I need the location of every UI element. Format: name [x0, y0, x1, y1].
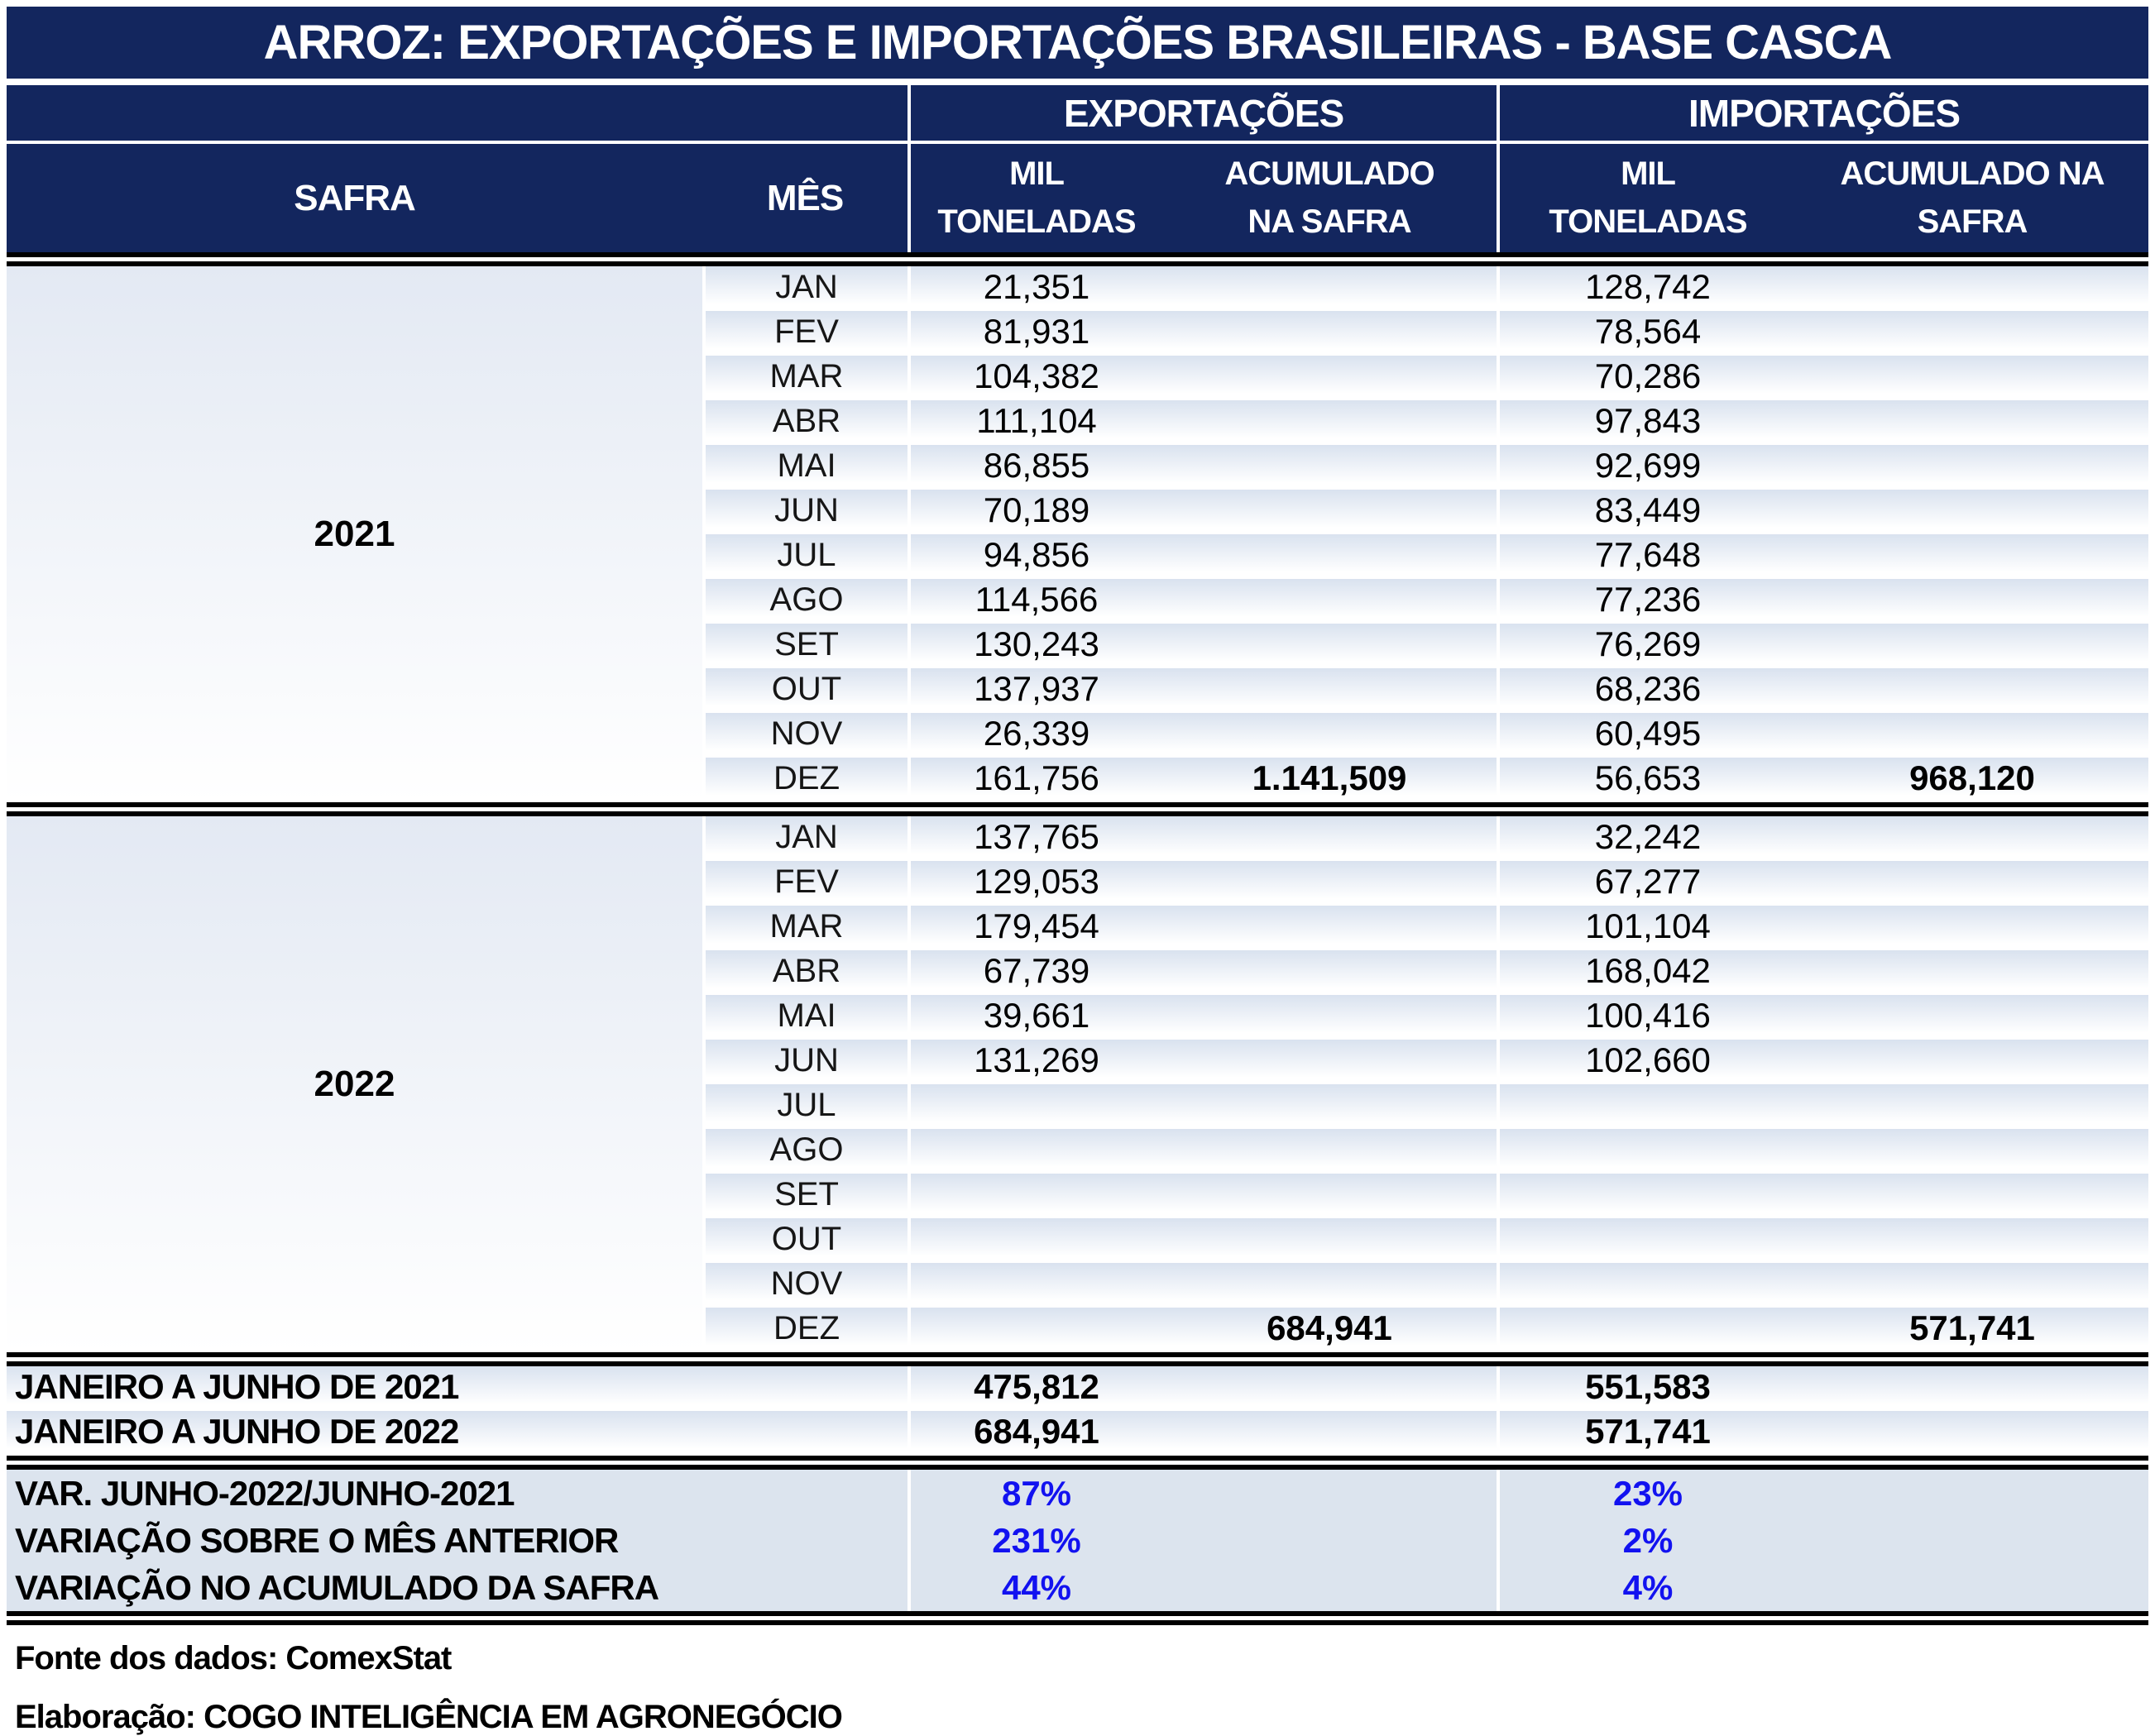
import-mil-cell: 76,269	[1594, 624, 1702, 663]
export-group	[911, 1517, 1497, 1564]
export-group	[911, 534, 1497, 576]
import-group	[1500, 713, 2148, 754]
import-acum-cell	[1796, 713, 2148, 754]
import-mil-cell	[1500, 1174, 1796, 1215]
import-acum-cell	[1796, 356, 2148, 397]
export-group	[911, 758, 1497, 799]
import-acum-cell	[1796, 445, 2148, 486]
import-group	[1500, 995, 2148, 1036]
import-group	[1500, 1218, 2148, 1260]
variation-import-percent: 2%	[1622, 1520, 1674, 1560]
export-group	[911, 995, 1497, 1036]
export-acum-cell	[1162, 950, 1497, 992]
export-mil-cell: 39,661	[983, 996, 1090, 1035]
summary-export-acum	[1162, 1411, 1497, 1452]
data-row	[706, 490, 2148, 534]
export-group	[911, 356, 1497, 397]
import-acum-cell	[1796, 1218, 2148, 1260]
export-group	[911, 1040, 1497, 1081]
import-group	[1500, 1084, 2148, 1126]
column-header-import-acumulado	[1796, 144, 2148, 252]
export-mil-cell: 86,855	[983, 446, 1090, 485]
export-acum-cell	[1162, 266, 1497, 308]
export-acum-cell	[1162, 906, 1497, 947]
export-mil-cell: 104,382	[974, 356, 1099, 395]
header-line: NA SAFRA	[1248, 203, 1411, 241]
month-cell: MAI	[706, 995, 907, 1036]
import-acum-cell	[1796, 579, 2148, 620]
summary-import-acum	[1796, 1366, 2148, 1408]
export-acum-cell	[1162, 400, 1497, 442]
export-mil-cell	[911, 1129, 1162, 1170]
export-group	[911, 668, 1497, 710]
data-row	[706, 1308, 2148, 1352]
export-mil-cell: 137,937	[974, 669, 1099, 708]
footer-source: Fonte dos dados: ComexStat	[15, 1640, 452, 1676]
export-acum-cell	[1162, 816, 1497, 858]
report-table	[7, 7, 2148, 1736]
export-acum-cell	[1162, 668, 1497, 710]
header-empty-cell	[7, 85, 907, 141]
export-group	[911, 579, 1497, 620]
variation-export-empty	[1162, 1564, 1497, 1611]
import-mil-cell	[1500, 1129, 1796, 1170]
import-mil-cell: 32,242	[1594, 817, 1702, 856]
month-cell: SET	[706, 1174, 907, 1215]
data-row	[706, 624, 2148, 668]
import-mil-cell: 100,416	[1585, 996, 1711, 1035]
export-mil-cell: 137,765	[974, 817, 1099, 856]
export-group	[911, 266, 1497, 308]
import-mil-cell: 101,104	[1585, 906, 1711, 945]
export-mil-cell: 111,104	[976, 401, 1097, 440]
export-group	[911, 490, 1497, 531]
export-group	[911, 950, 1497, 992]
column-header-mes: MÊS	[766, 177, 844, 218]
export-group	[911, 1084, 1497, 1126]
import-mil-cell: 168,042	[1585, 951, 1711, 990]
export-group	[911, 1263, 1497, 1304]
import-group	[1500, 445, 2148, 486]
export-mil-cell	[911, 1174, 1162, 1215]
variation-row	[7, 1517, 2148, 1564]
export-group	[911, 1470, 1497, 1517]
data-row	[706, 311, 2148, 356]
divider	[7, 1456, 2148, 1470]
rows-2022	[706, 816, 2148, 1352]
import-group	[1500, 668, 2148, 710]
variation-import-empty	[1796, 1564, 2148, 1611]
import-group	[1500, 400, 2148, 442]
month-cell: ABR	[706, 950, 907, 992]
import-mil-cell: 77,648	[1594, 535, 1702, 574]
export-mil-cell: 130,243	[974, 624, 1099, 663]
export-group	[911, 400, 1497, 442]
import-mil-cell: 92,699	[1594, 446, 1702, 485]
rows-2021	[706, 266, 2148, 802]
variation-import-empty	[1796, 1517, 2148, 1564]
month-cell: OUT	[706, 1218, 907, 1260]
header-export-columns	[911, 144, 1497, 252]
import-mil-cell: 56,653	[1594, 758, 1702, 797]
month-cell: DEZ	[706, 1308, 907, 1349]
column-header-export-mil-toneladas	[911, 144, 1162, 252]
import-group	[1500, 356, 2148, 397]
summary-label: JANEIRO A JUNHO DE 2021	[7, 1366, 907, 1408]
month-cell: MAI	[706, 445, 907, 486]
data-row	[706, 266, 2148, 311]
import-acum-cell: 571,741	[1909, 1308, 2035, 1347]
import-acum-cell	[1796, 950, 2148, 992]
header-importacoes: IMPORTAÇÕES	[1500, 85, 2148, 141]
month-cell: ABR	[706, 400, 907, 442]
export-mil-cell: 70,189	[983, 490, 1090, 529]
variation-export-empty	[1162, 1470, 1497, 1517]
month-cell: DEZ	[706, 758, 907, 799]
import-group	[1500, 1308, 2148, 1349]
month-cell: JAN	[706, 816, 907, 858]
safra-label-2022: 2022	[7, 816, 702, 1352]
header-line: TONELADAS	[937, 203, 1136, 241]
export-group	[911, 1218, 1497, 1260]
variation-row	[7, 1564, 2148, 1611]
import-group	[1500, 624, 2148, 665]
import-acum-cell	[1796, 668, 2148, 710]
month-cell: NOV	[706, 1263, 907, 1304]
export-group	[911, 445, 1497, 486]
header-line: ACUMULADO NA	[1840, 155, 2105, 192]
export-acum-cell	[1162, 713, 1497, 754]
data-row	[706, 861, 2148, 906]
summary-row	[7, 1411, 2148, 1456]
import-mil-cell: 97,843	[1594, 401, 1702, 440]
export-acum-cell	[1162, 1218, 1497, 1260]
export-mil-cell: 161,756	[974, 758, 1099, 797]
import-group	[1500, 861, 2148, 902]
month-cell: JUL	[706, 1084, 907, 1126]
export-mil-cell: 114,566	[975, 580, 1099, 619]
import-mil-cell: 68,236	[1594, 669, 1702, 708]
export-mil-cell: 131,269	[974, 1040, 1099, 1079]
import-group	[1500, 1564, 2148, 1611]
export-group	[911, 1129, 1497, 1170]
import-acum-cell	[1796, 534, 2148, 576]
column-header-safra: SAFRA	[294, 177, 415, 218]
import-mil-cell	[1500, 1308, 1796, 1349]
safra-label-2021: 2021	[7, 266, 702, 802]
month-cell: FEV	[706, 861, 907, 902]
data-row	[706, 400, 2148, 445]
variation-rows	[7, 1470, 2148, 1611]
import-acum-cell	[1796, 1040, 2148, 1081]
export-group	[911, 1411, 1497, 1452]
export-mil-cell	[911, 1308, 1162, 1349]
export-acum-cell	[1162, 356, 1497, 397]
import-mil-cell: 77,236	[1594, 580, 1702, 619]
export-mil-cell: 94,856	[983, 535, 1090, 574]
import-acum-cell	[1796, 400, 2148, 442]
import-acum-cell	[1796, 624, 2148, 665]
import-group	[1500, 950, 2148, 992]
data-row	[706, 906, 2148, 950]
import-mil-cell	[1500, 1218, 1796, 1260]
export-mil-cell: 21,351	[983, 267, 1090, 306]
summary-export-acum	[1162, 1366, 1497, 1408]
variation-export-percent: 44%	[1001, 1567, 1072, 1607]
import-acum-cell	[1796, 816, 2148, 858]
import-mil-cell: 83,449	[1594, 490, 1702, 529]
import-acum-cell	[1796, 1084, 2148, 1126]
data-row	[706, 534, 2148, 579]
export-mil-cell: 26,339	[983, 714, 1090, 753]
month-cell: JUN	[706, 1040, 907, 1081]
import-acum-cell: 968,120	[1909, 758, 2035, 797]
export-mil-cell: 81,931	[983, 312, 1090, 351]
import-acum-cell	[1796, 861, 2148, 902]
import-mil-cell: 78,564	[1594, 312, 1702, 351]
month-cell: AGO	[706, 1129, 907, 1170]
header-line: ACUMULADO	[1224, 155, 1434, 192]
import-acum-cell	[1796, 995, 2148, 1036]
header-line: TONELADAS	[1549, 203, 1747, 241]
import-group	[1500, 1174, 2148, 1215]
import-group	[1500, 1470, 2148, 1517]
summary-rows	[7, 1366, 2148, 1456]
import-mil-cell: 70,286	[1594, 356, 1702, 395]
import-group	[1500, 1366, 2148, 1408]
import-group	[1500, 758, 2148, 799]
import-acum-cell	[1796, 1263, 2148, 1304]
export-acum-cell	[1162, 534, 1497, 576]
data-row	[706, 950, 2148, 995]
data-row	[706, 579, 2148, 624]
export-acum-cell	[1162, 1129, 1497, 1170]
import-acum-cell	[1796, 906, 2148, 947]
data-row	[706, 1174, 2148, 1218]
header-safra-mes-cell	[7, 144, 907, 252]
month-cell: FEV	[706, 311, 907, 352]
import-group	[1500, 579, 2148, 620]
summary-row	[7, 1366, 2148, 1411]
variation-import-percent: 4%	[1622, 1567, 1674, 1607]
import-acum-cell	[1796, 1174, 2148, 1215]
footer-elaboration: Elaboração: COGO INTELIGÊNCIA EM AGRONEGÓCIO	[15, 1699, 842, 1735]
data-row	[706, 445, 2148, 490]
export-acum-cell: 1.141,509	[1252, 758, 1407, 797]
variation-export-percent: 87%	[1001, 1473, 1072, 1513]
data-row	[706, 1263, 2148, 1308]
export-mil-cell	[911, 1218, 1162, 1260]
export-group	[911, 713, 1497, 754]
footer	[7, 1640, 2148, 1736]
month-cell: OUT	[706, 668, 907, 710]
divider	[7, 802, 2148, 816]
data-row	[706, 1129, 2148, 1174]
export-acum-cell	[1162, 861, 1497, 902]
export-group	[911, 311, 1497, 352]
import-mil-cell: 67,277	[1594, 862, 1702, 901]
export-group	[911, 861, 1497, 902]
import-acum-cell	[1796, 266, 2148, 308]
month-cell: MAR	[706, 356, 907, 397]
column-header-export-acumulado	[1162, 144, 1497, 252]
month-cell: NOV	[706, 713, 907, 754]
export-acum-cell	[1162, 1263, 1497, 1304]
page-title: ARROZ: EXPORTAÇÕES E IMPORTAÇÕES BRASILEIRAS - BASE CASCA	[7, 7, 2148, 79]
export-acum-cell	[1162, 490, 1497, 531]
header-column-band	[7, 144, 2148, 252]
export-acum-cell: 684,941	[1267, 1308, 1392, 1347]
summary-label: JANEIRO A JUNHO DE 2022	[7, 1411, 907, 1452]
section-2021	[7, 266, 2148, 802]
data-row	[706, 356, 2148, 400]
export-group	[911, 1564, 1497, 1611]
variation-export-empty	[1162, 1517, 1497, 1564]
variation-export-percent: 231%	[992, 1520, 1081, 1560]
export-mil-cell	[911, 1084, 1162, 1126]
variation-label: VARIAÇÃO NO ACUMULADO DA SAFRA	[7, 1564, 907, 1611]
import-mil-cell: 102,660	[1585, 1040, 1711, 1079]
import-mil-cell	[1500, 1084, 1796, 1126]
import-group	[1500, 1040, 2148, 1081]
month-cell: MAR	[706, 906, 907, 947]
month-cell: AGO	[706, 579, 907, 620]
export-acum-cell	[1162, 624, 1497, 665]
export-mil-cell: 129,053	[974, 862, 1099, 901]
import-group	[1500, 1129, 2148, 1170]
export-group	[911, 624, 1497, 665]
import-acum-cell	[1796, 1129, 2148, 1170]
divider	[7, 252, 2148, 266]
data-row	[706, 816, 2148, 861]
header-import-columns	[1500, 144, 2148, 252]
spacer	[7, 79, 2148, 85]
variation-label: VAR. JUNHO-2022/JUNHO-2021	[7, 1470, 907, 1517]
variation-label: VARIAÇÃO SOBRE O MÊS ANTERIOR	[7, 1517, 907, 1564]
import-group	[1500, 311, 2148, 352]
export-group	[911, 906, 1497, 947]
summary-export-value: 684,941	[974, 1412, 1099, 1451]
export-acum-cell	[1162, 311, 1497, 352]
import-group	[1500, 266, 2148, 308]
export-acum-cell	[1162, 1174, 1497, 1215]
data-row	[706, 758, 2148, 802]
data-row	[706, 668, 2148, 713]
header-line: MIL	[1009, 155, 1064, 192]
header-line: MIL	[1621, 155, 1675, 192]
export-group	[911, 1174, 1497, 1215]
data-row	[706, 1218, 2148, 1263]
import-mil-cell: 60,495	[1594, 714, 1702, 753]
variation-import-empty	[1796, 1470, 2148, 1517]
column-header-import-mil-toneladas	[1500, 144, 1796, 252]
export-acum-cell	[1162, 445, 1497, 486]
import-group	[1500, 906, 2148, 947]
export-group	[911, 1366, 1497, 1408]
import-acum-cell	[1796, 490, 2148, 531]
divider	[7, 1611, 2148, 1625]
section-2022	[7, 816, 2148, 1352]
data-row	[706, 713, 2148, 758]
data-row	[706, 1084, 2148, 1129]
summary-export-value: 475,812	[974, 1367, 1099, 1406]
month-cell: JUL	[706, 534, 907, 576]
export-acum-cell	[1162, 995, 1497, 1036]
data-row	[706, 995, 2148, 1040]
month-cell: JUN	[706, 490, 907, 531]
import-group	[1500, 1411, 2148, 1452]
export-group	[911, 1308, 1497, 1349]
export-mil-cell: 67,739	[983, 951, 1090, 990]
month-cell: JAN	[706, 266, 907, 308]
export-acum-cell	[1162, 579, 1497, 620]
summary-import-acum	[1796, 1411, 2148, 1452]
import-group	[1500, 490, 2148, 531]
header-exportacoes: EXPORTAÇÕES	[911, 85, 1497, 141]
import-mil-cell: 128,742	[1585, 267, 1711, 306]
divider	[7, 1352, 2148, 1366]
header-line: SAFRA	[1917, 203, 2028, 241]
import-group	[1500, 816, 2148, 858]
export-acum-cell	[1162, 1040, 1497, 1081]
export-group	[911, 816, 1497, 858]
variation-row	[7, 1470, 2148, 1517]
variation-import-percent: 23%	[1612, 1473, 1683, 1513]
export-mil-cell	[911, 1263, 1162, 1304]
export-acum-cell	[1162, 1084, 1497, 1126]
import-acum-cell	[1796, 311, 2148, 352]
import-group	[1500, 1517, 2148, 1564]
summary-import-value: 551,583	[1585, 1367, 1711, 1406]
export-mil-cell: 179,454	[974, 906, 1099, 945]
data-row	[706, 1040, 2148, 1084]
import-mil-cell	[1500, 1263, 1796, 1304]
import-group	[1500, 534, 2148, 576]
month-cell: SET	[706, 624, 907, 665]
summary-import-value: 571,741	[1585, 1412, 1711, 1451]
header-group-band	[7, 85, 2148, 141]
import-group	[1500, 1263, 2148, 1304]
